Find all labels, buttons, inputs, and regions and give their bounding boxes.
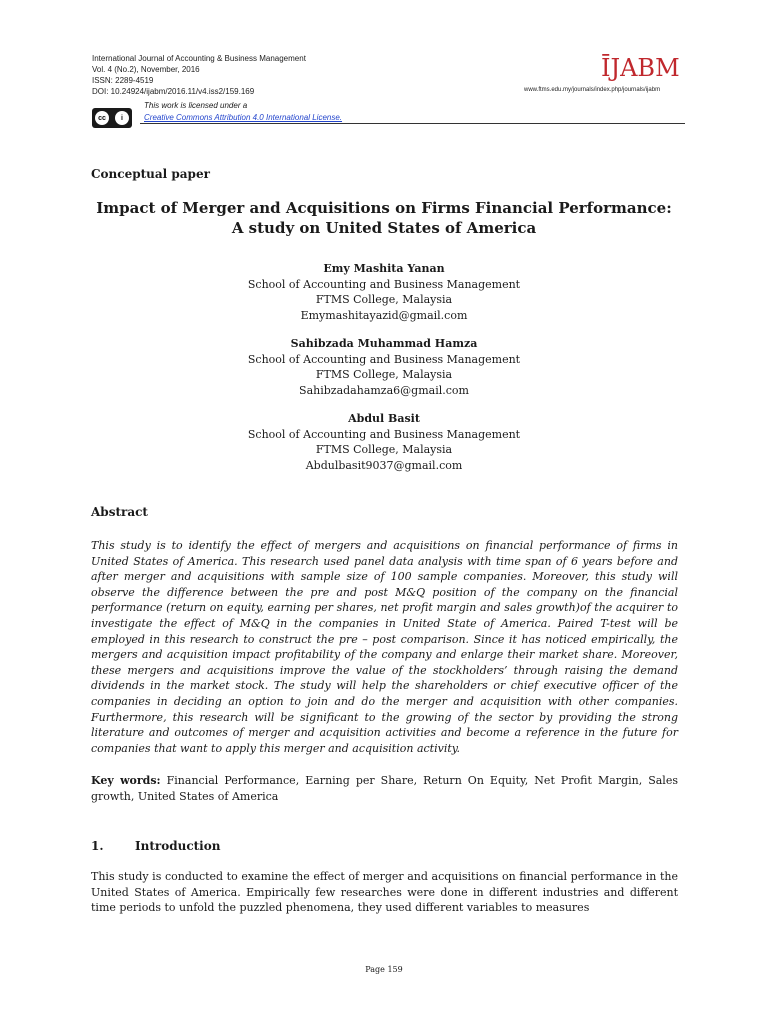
license-link[interactable]: Creative Commons Attribution 4.0 International License. (144, 113, 343, 122)
abstract-heading: Abstract (91, 505, 148, 519)
cc-icon: cc (95, 111, 109, 125)
abstract-text: This study is to identify the effect of mergers and acquisitions on financial performance of firms in United States of America. This research used panel data analysis with time span of 6 years before and after merger and acquisitions with sample size of 100 sample companies. Moreover, this study will observe the difference between the pre and post M&Q position of the company on the financial performance (return on equity, earning per shares, net profit margin and sales growth)of the acquirer to investigate the effect of M&Q in the companies in United State of America. Paired T-test will be employed in this research to construct the pre – post comparison. Since it has noticed empirically, the mergers and acquisition impact profitability of the company and enlarge their market share. Moreover, these mergers and acquisitions improve the value of the stockholders’ through raising the demand dividends in the market stock. The study will help the shareholders or chief executive officer of the companies in deciding an option to join and do the merger and acquisition with other companies. Furthermore, this research will be significant to the growing of the sector by providing the strong literature and outcomes of merger and acquisition activities and become a reference in the future for companies that want to apply this merger and acquisition activity. (91, 539, 678, 755)
introduction-text: This study is conducted to examine the effect of merger and acquisitions on financial performance in the United States of America. Empirically few researches were done in different industries and different time periods to unfold the puzzled phenomena, they used different variables to measures (91, 870, 678, 915)
title-line-1: Impact of Merger and Acquisitions on Firms Financial Performance: (96, 199, 672, 217)
keywords-text: Financial Performance, Earning per Share, Return On Equity, Net Profit Margin, Sales growth, United States of America (91, 774, 678, 803)
author-college: FTMS College, Malaysia (315, 368, 453, 381)
title-line-2: A study on United States of America (231, 219, 537, 237)
journal-url[interactable]: www.ftms.edu.my/journals/index.php/journals/ijabm (524, 87, 661, 93)
author-college: FTMS College, Malaysia (315, 443, 453, 456)
author-email[interactable]: Sahibzadahamza6@gmail.com (299, 383, 469, 397)
keywords (91, 773, 678, 804)
license-text (144, 100, 342, 124)
author-college: FTMS College, Malaysia (315, 293, 453, 306)
section-title: Introduction (135, 839, 221, 853)
journal-meta (92, 53, 306, 97)
journal-name: International Journal of Accounting & Business Management (92, 54, 306, 63)
author-email[interactable]: Emymashitayazid@gmail.com (300, 308, 468, 322)
author-email[interactable]: Abdulbasit9037@gmail.com (305, 458, 463, 472)
author-name: Sahibzada Muhammad Hamza (290, 337, 478, 350)
author-school: School of Accounting and Business Management (247, 427, 521, 441)
introduction-heading (91, 839, 220, 853)
paper-type: Conceptual paper (91, 167, 210, 181)
attribution-icon: i (115, 111, 129, 125)
header-divider (140, 123, 685, 124)
author-name: Emy Mashita Yanan (323, 262, 445, 275)
journal-volume: Vol. 4 (No.2), November, 2016 (92, 65, 200, 74)
keywords-label: Key words: (91, 774, 161, 787)
author-block-3 (91, 411, 677, 473)
author-school: School of Accounting and Business Management (247, 277, 521, 291)
creative-commons-badge[interactable] (92, 108, 132, 128)
author-block-1 (91, 261, 677, 323)
page-number: Page 159 (365, 965, 403, 974)
section-number: 1. (91, 839, 104, 853)
author-name: Abdul Basit (348, 412, 420, 425)
paper-title (91, 198, 677, 238)
license-line: This work is licensed under a (144, 101, 248, 110)
author-school: School of Accounting and Business Management (247, 352, 521, 366)
journal-issn: ISSN: 2289-4519 (92, 76, 154, 85)
author-block-2 (91, 336, 677, 398)
journal-doi: DOI: 10.24924/ijabm/2016.11/v4.iss2/159.169 (92, 87, 255, 96)
journal-logo: ĪJABM (601, 54, 680, 82)
